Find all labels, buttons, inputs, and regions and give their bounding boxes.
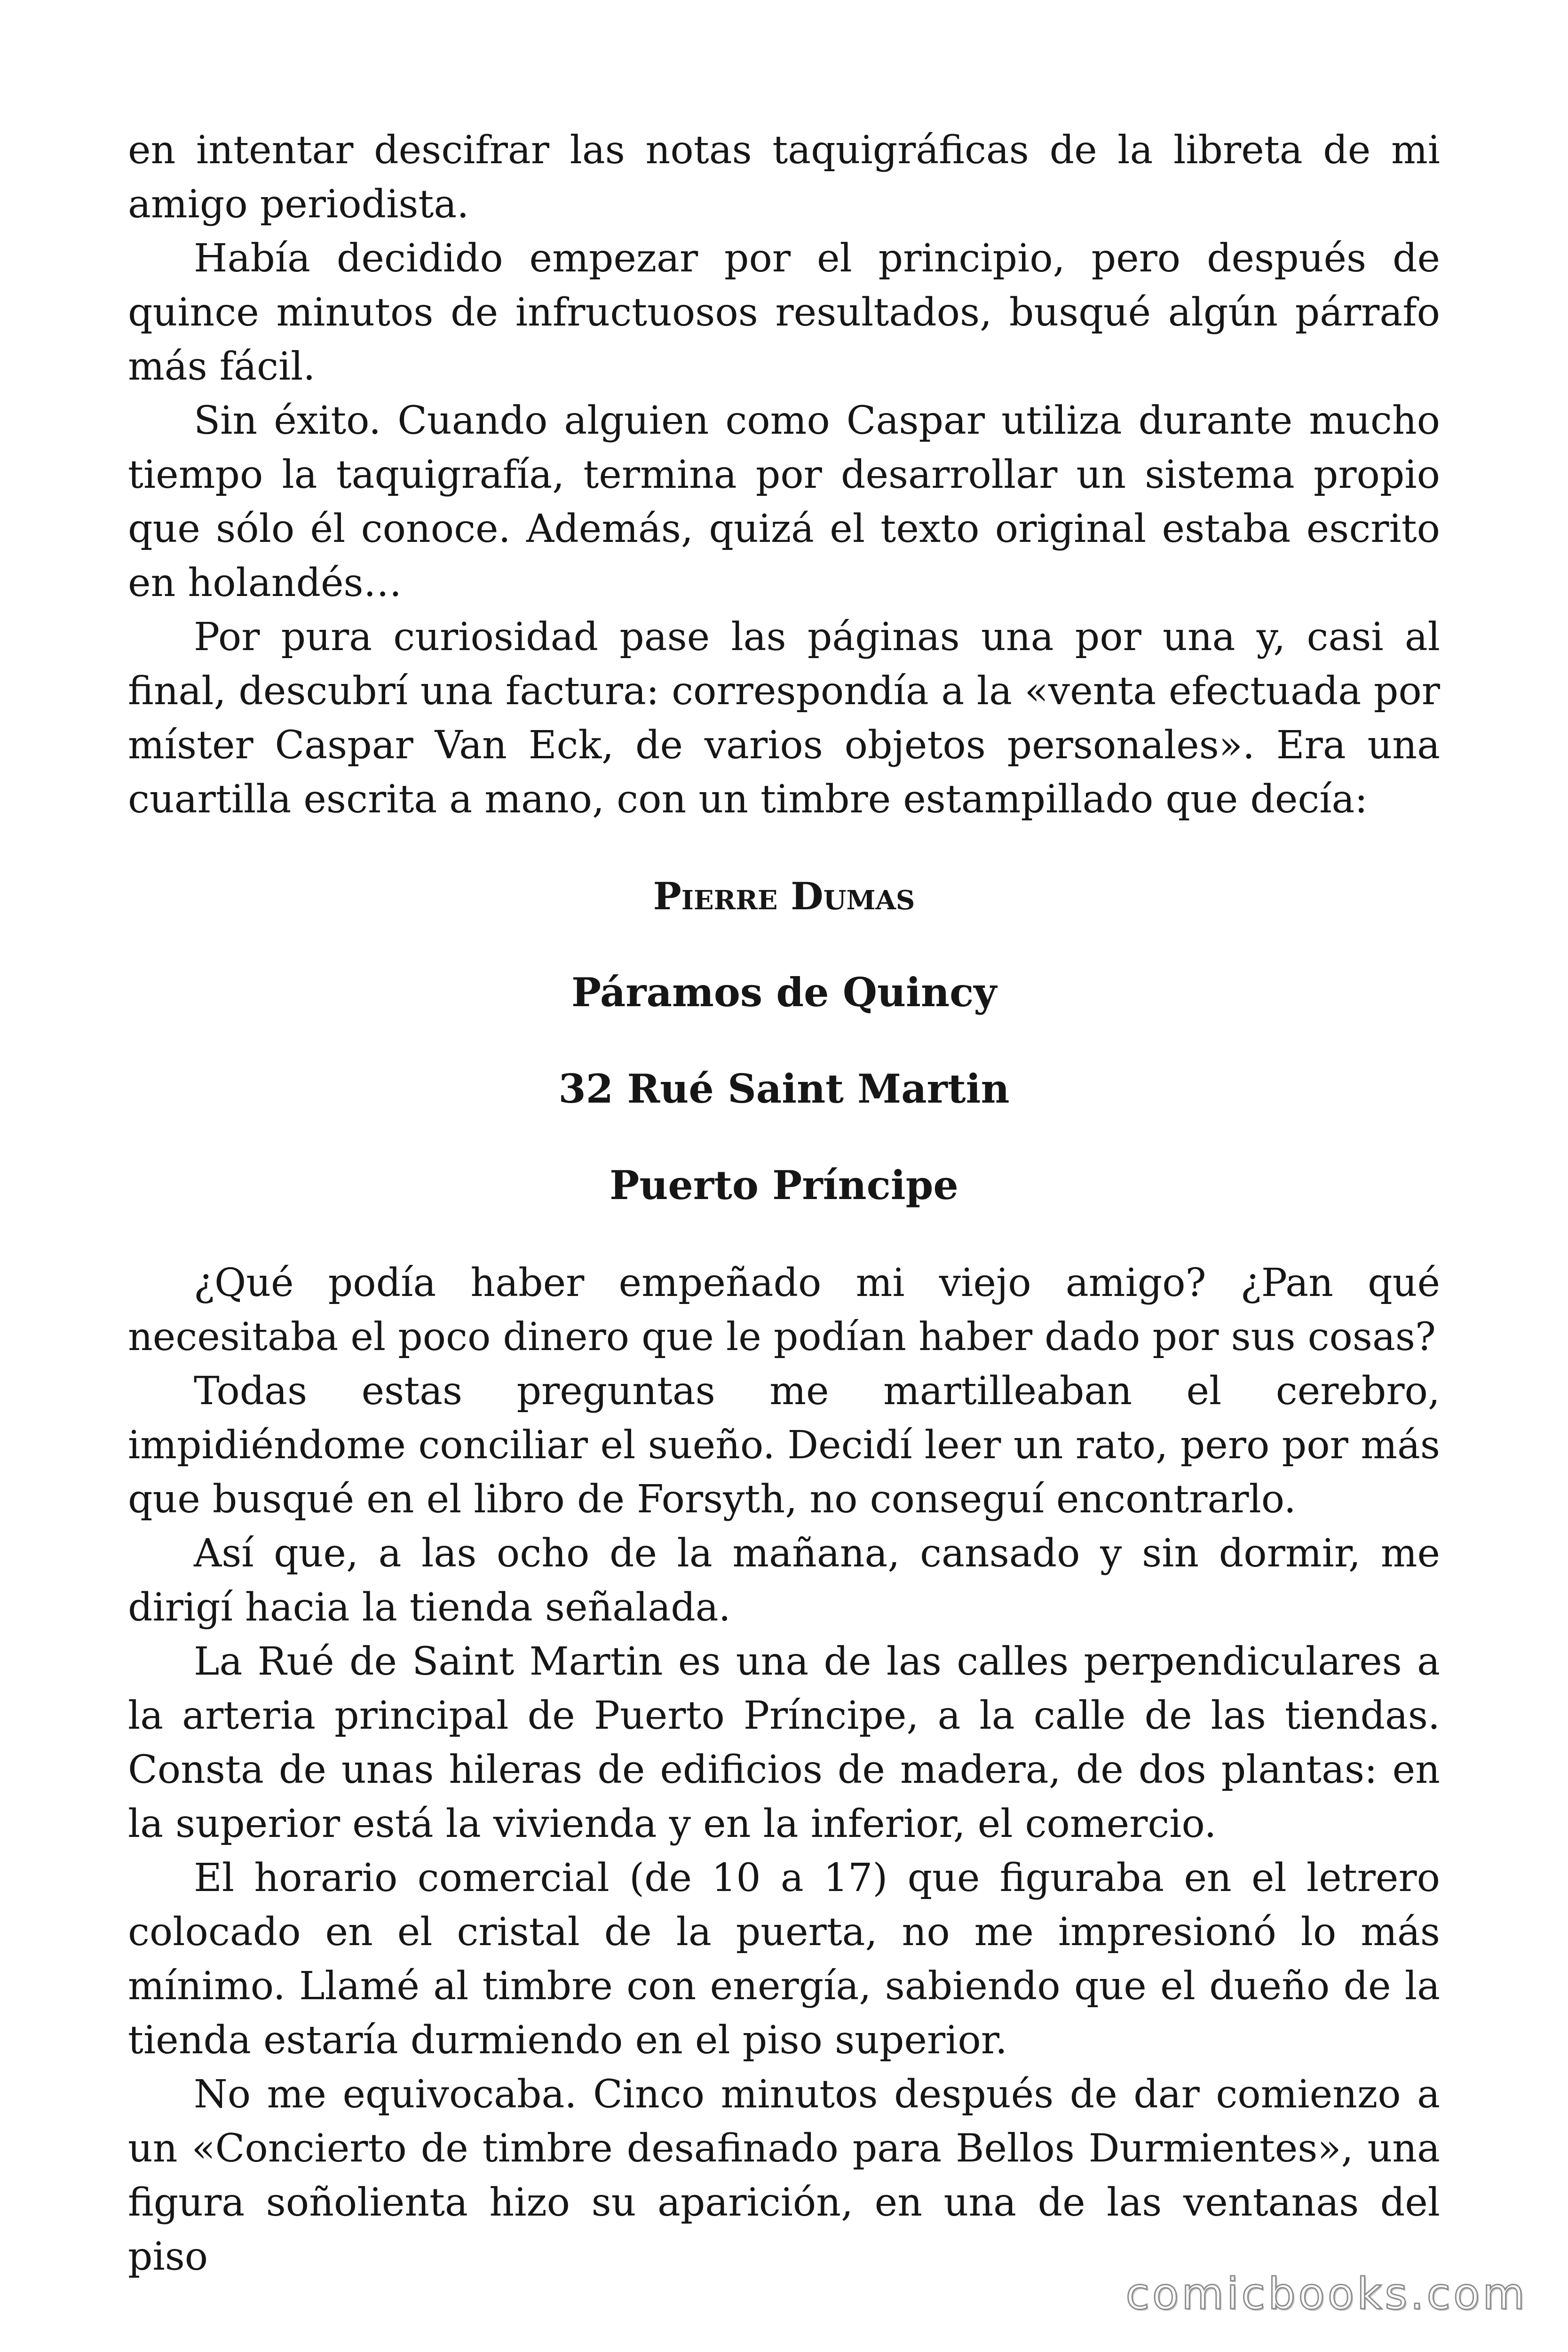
paragraph: Había decidido empezar por el principio, pero después de quince minutos de infructuosos resultados, busqué algún párrafo más fácil. [128, 236, 1440, 389]
watermark-text: comicbooks.com [1125, 2269, 1528, 2319]
stamp-business: Páramos de Quincy [571, 969, 997, 1016]
paragraph: en intentar descifrar las notas taquigráficas de la libreta de mi amigo periodista. [128, 128, 1440, 227]
paragraph: Así que, a las ocho de la mañana, cansado y sin dormir, me dirigí hacia la tienda señalada. [128, 1531, 1440, 1630]
paragraph: ¿Qué podía haber empeñado mi viejo amigo? ¿Pan qué necesitaba el poco dinero que le podían haber dado por sus cosas? [128, 1261, 1440, 1359]
paragraph: Sin éxito. Cuando alguien como Caspar utiliza durante mucho tiempo la taquigrafía, termina por desarrollar un sistema propio que sólo él conoce. Además, quizá el texto original estaba escrito en holandés… [128, 398, 1440, 605]
stamp-address: 32 Rué Saint Martin [558, 1065, 1010, 1112]
paragraph: No me equivocaba. Cinco minutos después de dar comienzo a un «Concierto de timbre desafinado para Bellos Durmientes», una figura soñolienta hizo su aparición, en una de las ventanas del piso [128, 2072, 1440, 2279]
book-page [128, 123, 1440, 2284]
paragraph: Todas estas preguntas me martilleaban el cerebro, impidiéndome conciliar el sueño. Decidí leer un rato, pero por más que busqué en el libro de Forsyth, no conseguí encontrarlo. [128, 1369, 1440, 1522]
stamp-name: Pierre Dumas [653, 874, 915, 918]
text-continuation [128, 1256, 1440, 2284]
stamp-block [128, 868, 1440, 1214]
paragraph: El horario comercial (de 10 a 17) que figuraba en el letrero colocado en el cristal de la puerta, no me impresionó lo más mínimo. Llamé al timbre con energía, sabiendo que el dueño de la tienda estaría durmiendo en el piso superior. [128, 1856, 1440, 2063]
paragraph: La Rué de Saint Martin es una de las calles perpendiculares a la arteria principal de Puerto Príncipe, a la calle de las tiendas. Consta de unas hileras de edificios de madera, de dos plantas: en la superior está la vivienda y en la inferior, el comercio. [128, 1639, 1440, 1846]
stamp-city: Puerto Príncipe [610, 1162, 958, 1208]
paragraph: Por pura curiosidad pase las páginas una por una y, casi al final, descubrí una factura: correspondía a la «venta efectuada por míster Caspar Van Eck, de varios objetos personales». Era una cuartilla escrita a mano, con un timbre estampillado que decía: [128, 615, 1440, 822]
